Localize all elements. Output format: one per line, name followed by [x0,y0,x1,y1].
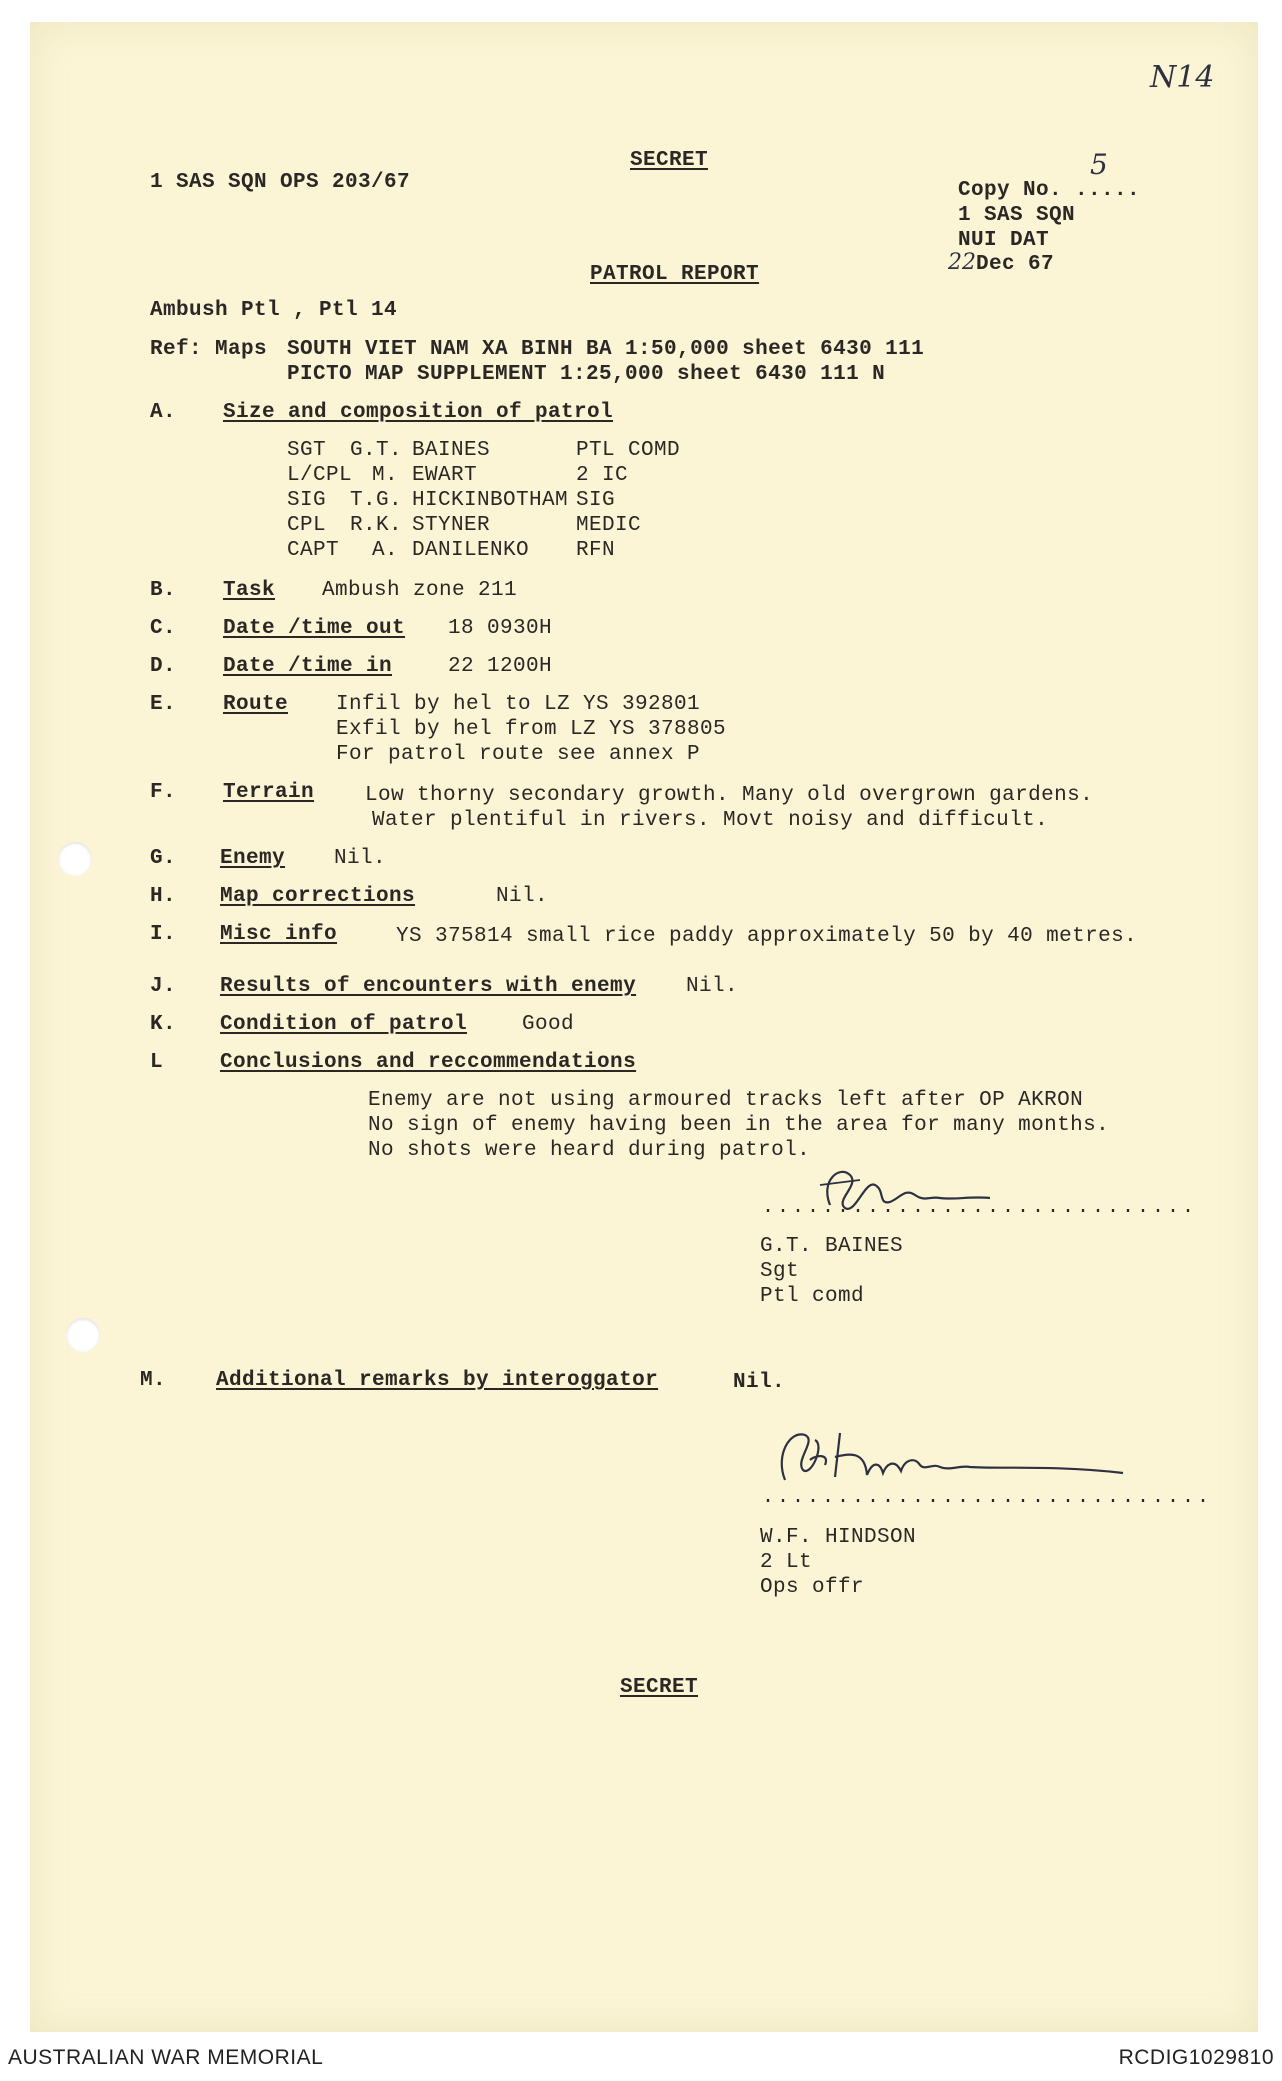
section-letter: D. [150,655,177,678]
member-initials: A. [372,539,399,562]
member-initials: G.T. [350,439,403,462]
location: NUI DAT [958,229,1050,252]
section-heading: Results of encounters with enemy [220,975,637,998]
section-heading: Condition of patrol [220,1013,468,1036]
member-role: MEDIC [576,514,642,537]
section-line: Exfil by hel from LZ YS 378805 [336,718,727,741]
member-role: RFN [576,539,616,562]
member-initials: T.G. [350,489,403,512]
section-letter: H. [150,885,177,908]
signatory-role: Ptl comd [760,1285,865,1308]
copy-label: Copy No. ..... [958,179,1141,202]
section-line: Water plentiful in rivers. Movt noisy and difficult. [372,809,1049,832]
section-letter: A. [150,401,177,424]
member-name: EWART [412,464,478,487]
map-line-1: SOUTH VIET NAM XA BINH BA 1:50,000 sheet 6430 111 [287,338,925,361]
section-heading: Misc info [220,923,338,946]
signatory-name: W.F. HINDSON [760,1526,917,1549]
section-heading: Date /time out [223,617,406,640]
section-line: For patrol route see annex P [336,743,701,766]
section-value: YS 375814 small rice paddy approximately 50 by 40 metres. [396,925,1138,948]
copy-number: 5 [1090,148,1108,181]
signatory-role: Ops offr [760,1576,865,1599]
member-initials: R.K. [350,514,403,537]
classification-bottom: SECRET [620,1676,699,1699]
signatory-name: G.T. BAINES [760,1235,904,1258]
section-heading: Date /time in [223,655,393,678]
section-letter: M. [140,1369,167,1392]
section-line: No sign of enemy having been in the area for many months. [368,1114,1110,1137]
member-rank: CPL [287,514,327,537]
member-role: SIG [576,489,616,512]
member-name: BAINES [412,439,491,462]
member-rank: L/CPL [287,464,353,487]
member-initials: M. [372,464,399,487]
section-line: No shots were heard during patrol. [368,1139,811,1162]
footer-item-id: RCDIG1029810 [1118,2046,1274,2069]
section-value: Ambush zone 211 [322,579,518,602]
section-letter: F. [150,781,177,804]
section-letter: K. [150,1013,177,1036]
member-name: STYNER [412,514,491,537]
ref-label: Ref: Maps [150,338,268,361]
punch-hole [58,842,92,876]
section-letter: L [150,1051,164,1074]
member-role: 2 IC [576,464,629,487]
section-heading: Task [223,579,276,602]
archive-number: N14 [1150,60,1215,95]
signature-line: ............................. [762,1196,1198,1219]
ops-reference: 1 SAS SQN OPS 203/67 [150,171,411,194]
patrol-name: Ambush Ptl , Ptl 14 [150,299,398,322]
section-value: Nil. [686,975,739,998]
map-line-2: PICTO MAP SUPPLEMENT 1:25,000 sheet 6430 111 N [287,363,886,386]
section-heading: Terrain [223,781,315,804]
footer-archive-name: AUSTRALIAN WAR MEMORIAL [8,2046,324,2069]
section-letter: E. [150,693,177,716]
section-heading: Additional remarks by interoggator [216,1369,659,1392]
section-heading: Map corrections [220,885,416,908]
section-heading: Route [223,693,289,716]
ops-officer-signature [755,1415,1135,1495]
member-rank: CAPT [287,539,340,562]
section-heading: Size and composition of patrol [223,401,614,424]
member-role: PTL COMD [576,439,681,462]
classification-top: SECRET [630,149,709,172]
document-page [30,22,1258,2032]
section-heading: Enemy [220,847,286,870]
report-date [948,250,1054,277]
section-heading: Conclusions and reccommendations [220,1051,637,1074]
member-name: DANILENKO [412,539,530,562]
member-name: HICKINBOTHAM [412,489,569,512]
signatory-rank: Sgt [760,1260,800,1283]
section-letter: G. [150,847,177,870]
section-line: Enemy are not using armoured tracks left after OP AKRON [368,1089,1084,1112]
section-letter: B. [150,579,177,602]
section-line: Infil by hel to LZ YS 392801 [336,693,701,716]
page-title: PATROL REPORT [590,263,760,286]
section-line: Low thorny secondary growth. Many old overgrown gardens. [365,784,1094,807]
section-value: 18 0930H [448,617,553,640]
section-value: 22 1200H [448,655,553,678]
signatory-rank: 2 Lt [760,1551,813,1574]
date-day: 22 [948,250,976,275]
section-letter: I. [150,923,177,946]
section-value: Nil. [733,1371,786,1394]
section-value: Good [522,1013,575,1036]
date-month-year: Dec 67 [976,253,1055,276]
section-value: Nil. [334,847,387,870]
section-letter: J. [150,975,177,998]
member-rank: SGT [287,439,327,462]
section-value: Nil. [496,885,549,908]
member-rank: SIG [287,489,327,512]
unit: 1 SAS SQN [958,204,1076,227]
section-letter: C. [150,617,177,640]
signature-line: .............................. [762,1486,1213,1509]
punch-hole [66,1318,100,1352]
